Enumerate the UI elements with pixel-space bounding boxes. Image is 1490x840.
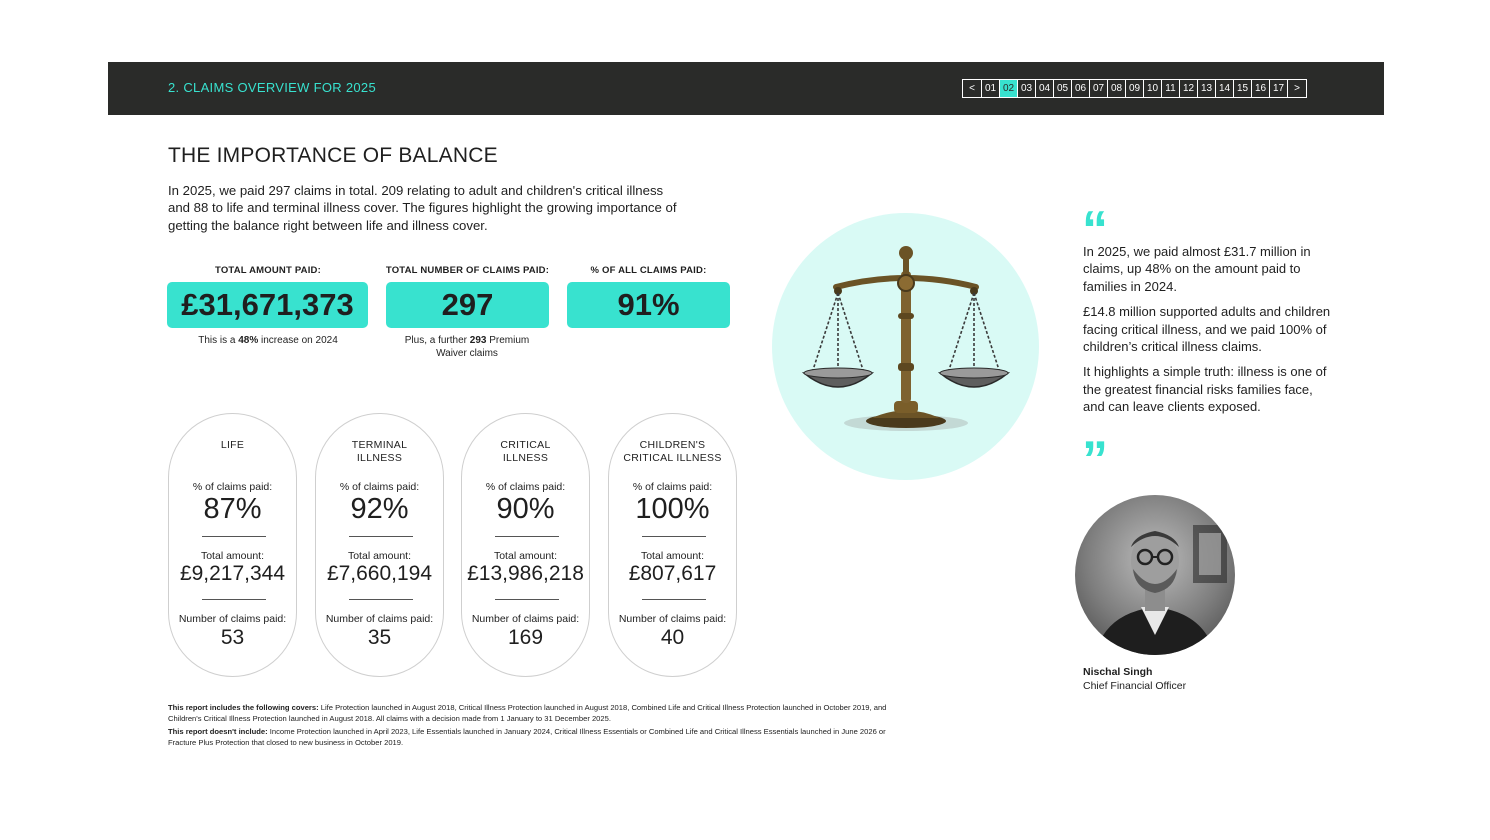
divider <box>495 536 559 537</box>
percent-paid-value: 91% <box>567 282 730 328</box>
count-value: 35 <box>367 626 392 649</box>
quote-paragraph: In 2025, we paid almost £31.7 million in claims, up 48% on the amount paid to families in 2024. <box>1083 244 1311 294</box>
page-link-01[interactable]: 01 <box>981 79 1000 98</box>
page-link-17[interactable]: 17 <box>1269 79 1288 98</box>
person-role: Chief Financial Officer <box>1083 680 1187 692</box>
percent-label: % of claims paid: <box>485 481 566 493</box>
count-value: 40 <box>660 626 685 649</box>
page-title: THE IMPORTANCE OF BALANCE <box>168 144 498 167</box>
divider <box>642 599 706 600</box>
quote-paragraph: It highlights a simple truth: illness is one of the greatest financial risks families face, and can leave clients exposed. <box>1083 364 1327 415</box>
page-link-09[interactable]: 09 <box>1125 79 1144 98</box>
prev-page-button[interactable]: < <box>962 79 982 98</box>
page-link-04[interactable]: 04 <box>1035 79 1054 98</box>
count-value: 169 <box>507 626 544 649</box>
amount-value: £13,986,218 <box>467 562 584 585</box>
count-label: Number of claims paid: <box>618 613 727 625</box>
divider <box>202 536 266 537</box>
page-navigation <box>963 79 1307 98</box>
amount-label: Total amount: <box>640 550 705 562</box>
count-label: Number of claims paid: <box>178 613 287 625</box>
page-link-12[interactable]: 12 <box>1179 79 1198 98</box>
next-page-button[interactable]: > <box>1287 79 1307 98</box>
person-name: Nischal Singh <box>1083 666 1153 678</box>
page-link-15[interactable]: 15 <box>1233 79 1252 98</box>
page-link-16[interactable]: 16 <box>1251 79 1270 98</box>
person-portrait-icon <box>1075 495 1235 655</box>
close-quote-icon: ” <box>1082 431 1108 489</box>
footnote-includes: This report includes the following covers: Life Protection launched in August 2018, Critical Illness Protection launched in August 2018, Combined Life and Critical Illness Protection launched in October 2019, and Children's Critical Illness Protection launched in August 2018. All claims with a decision made from 1 January to 31 December 2025. <box>168 703 887 723</box>
category-title: CRITICAL ILLNESS <box>500 439 551 464</box>
category-card-childrens-critical-illness <box>608 413 737 677</box>
percent-value: 100% <box>635 493 710 525</box>
count-label: Number of claims paid: <box>471 613 580 625</box>
percent-value: 92% <box>350 493 409 525</box>
page-link-14[interactable]: 14 <box>1215 79 1234 98</box>
category-card-critical-illness <box>461 413 590 677</box>
divider <box>495 599 559 600</box>
page-link-02[interactable]: 02 <box>999 79 1018 98</box>
section-header <box>108 62 1384 115</box>
total-claims-note: Plus, a further 293 Premium Waiver claims <box>404 335 530 359</box>
amount-label: Total amount: <box>200 550 265 562</box>
amount-label: Total amount: <box>493 550 558 562</box>
intro-paragraph: In 2025, we paid 297 claims in total. 209 relating to adult and children's critical illness and 88 to life and terminal illness cover. The figures highlight the growing importance of getting the balance right between life and illness cover. <box>168 183 677 233</box>
category-title: TERMINAL ILLNESS <box>351 439 408 464</box>
percent-paid-label: % OF ALL CLAIMS PAID: <box>590 265 707 276</box>
total-amount-value: £31,671,373 <box>167 282 368 328</box>
page-link-10[interactable]: 10 <box>1143 79 1162 98</box>
quote-text <box>1083 243 1333 424</box>
amount-value: £9,217,344 <box>179 562 286 585</box>
count-label: Number of claims paid: <box>325 613 434 625</box>
total-amount-label: TOTAL AMOUNT PAID: <box>215 265 321 276</box>
avatar <box>1075 495 1235 655</box>
percent-value: 90% <box>496 493 555 525</box>
divider <box>202 599 266 600</box>
divider <box>642 536 706 537</box>
total-claims-label: TOTAL NUMBER OF CLAIMS PAID: <box>385 265 550 276</box>
divider <box>349 536 413 537</box>
divider <box>349 599 413 600</box>
footnote-excludes: This report doesn't include: Income Protection launched in April 2023, Life Essentials launched in January 2024, Critical Illness Essentials or Combined Life and Critical Illness Essentials launched in June 2026 or Fracture Plus Protection that closed to new business in October 2019. <box>168 727 886 747</box>
section-title: 2. CLAIMS OVERVIEW FOR 2025 <box>168 80 376 95</box>
category-title: LIFE <box>220 439 245 451</box>
total-amount-note: This is a 48% increase on 2024 <box>198 335 338 346</box>
amount-value: £807,617 <box>628 562 717 585</box>
page-link-06[interactable]: 06 <box>1071 79 1090 98</box>
page-link-11[interactable]: 11 <box>1161 79 1180 98</box>
page-link-05[interactable]: 05 <box>1053 79 1072 98</box>
open-quote-icon: “ <box>1082 201 1108 259</box>
category-card-terminal-illness <box>315 413 444 677</box>
quote-paragraph: £14.8 million supported adults and children facing critical illness, and we paid 100% of children’s critical illness claims. <box>1083 304 1331 355</box>
page-link-08[interactable]: 08 <box>1107 79 1126 98</box>
amount-value: £7,660,194 <box>326 562 433 585</box>
category-title: CHILDREN'S CRITICAL ILLNESS <box>623 439 722 464</box>
percent-label: % of claims paid: <box>192 481 273 493</box>
percent-value: 87% <box>203 493 262 525</box>
percent-label: % of claims paid: <box>632 481 713 493</box>
page-link-07[interactable]: 07 <box>1089 79 1108 98</box>
total-claims-value: 297 <box>386 282 549 328</box>
page-link-03[interactable]: 03 <box>1017 79 1036 98</box>
amount-label: Total amount: <box>347 550 412 562</box>
page-link-13[interactable]: 13 <box>1197 79 1216 98</box>
count-value: 53 <box>220 626 245 649</box>
percent-label: % of claims paid: <box>339 481 420 493</box>
illustration-circle <box>772 213 1039 480</box>
category-card-life <box>168 413 297 677</box>
scales-of-justice-icon <box>772 213 1039 480</box>
